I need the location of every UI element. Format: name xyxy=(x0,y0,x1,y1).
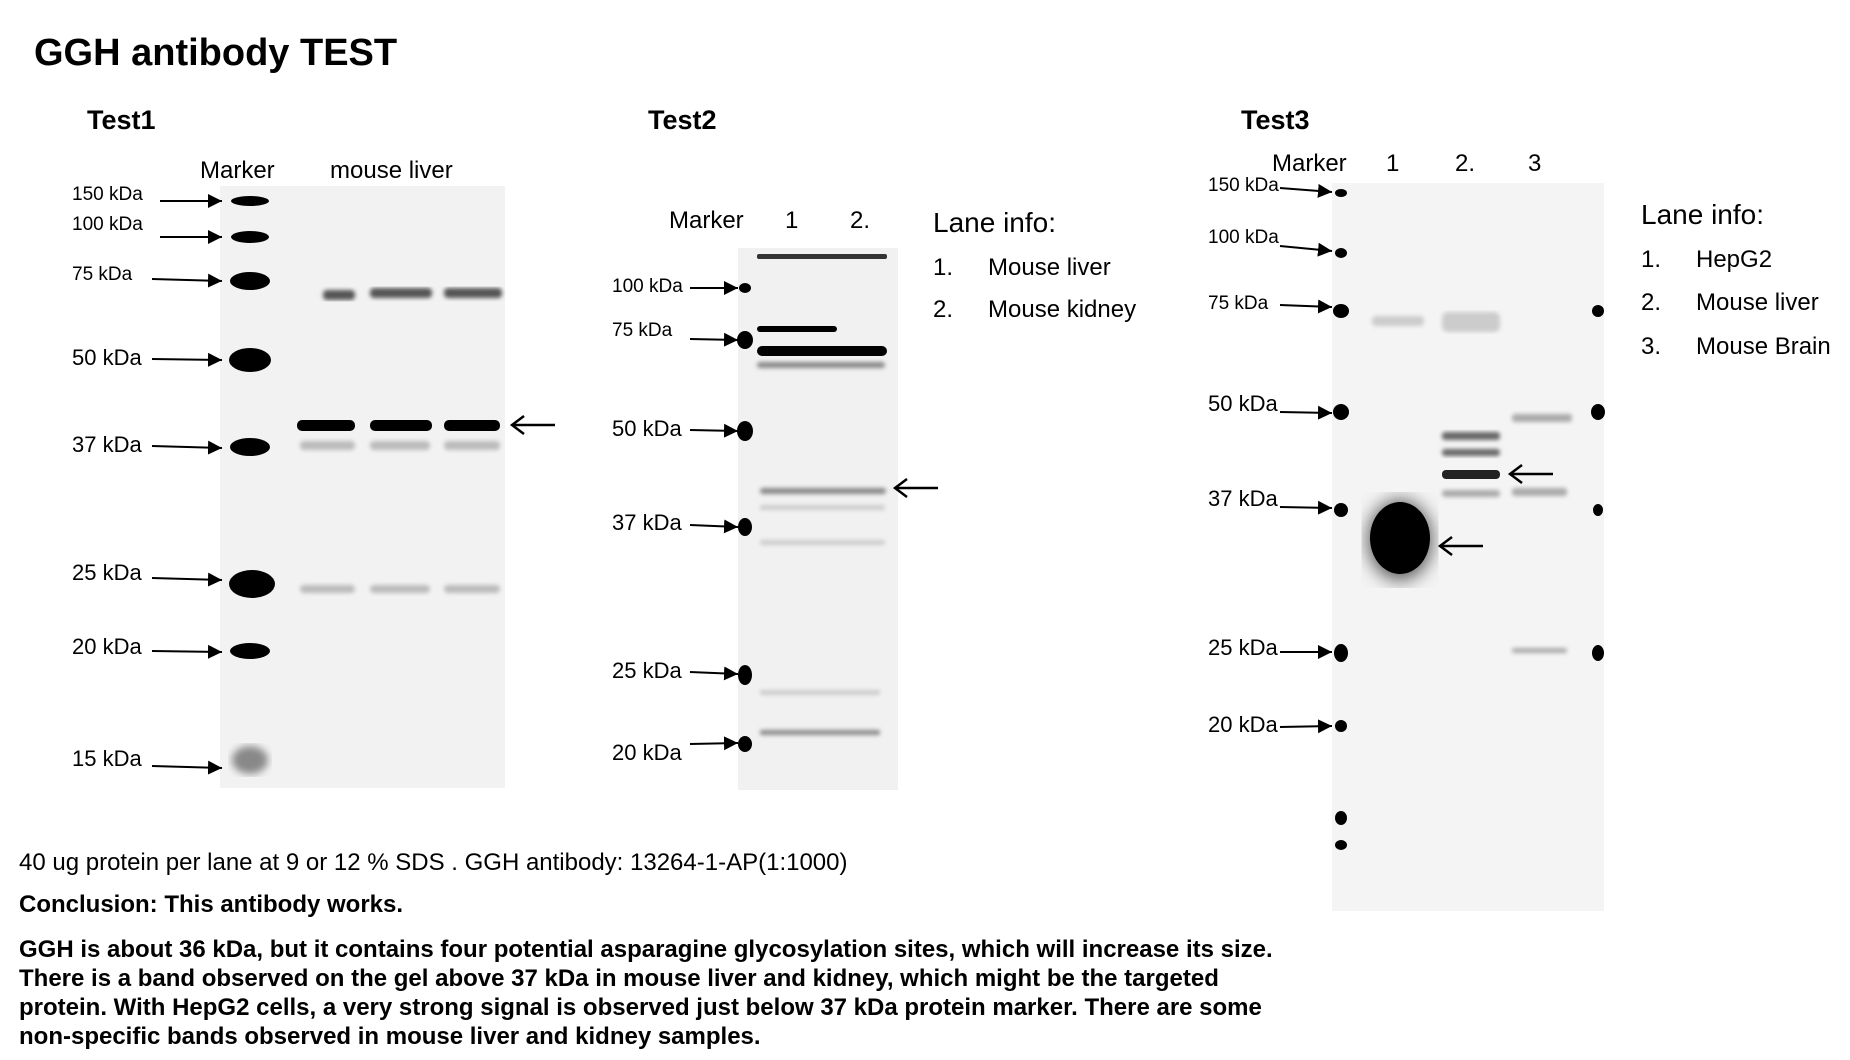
lane-info-label: Mouse liver xyxy=(1696,289,1819,316)
lane-info-label: Mouse Brain xyxy=(1696,333,1831,360)
test1-marker-label: 75 kDa xyxy=(72,264,133,285)
test2-lane-marker: Marker xyxy=(669,207,744,234)
test2-lane-2: 2. xyxy=(850,207,871,234)
test1-marker-label: 100 kDa xyxy=(72,214,143,235)
test2-blot-image xyxy=(680,240,950,800)
lane-info-number: 1. xyxy=(933,254,954,281)
lane-info-label: Mouse kidney xyxy=(988,296,1137,323)
test3-marker-label: 50 kDa xyxy=(1208,391,1278,416)
test3-lane-info-item xyxy=(1641,333,1831,361)
test3-lane-3: 3 xyxy=(1528,150,1542,177)
test3-marker-label: 100 kDa xyxy=(1208,227,1279,248)
test1-blot-image xyxy=(150,180,570,800)
test1-marker-label: 150 kDa xyxy=(72,184,143,205)
test2-marker-label: 25 kDa xyxy=(612,658,682,683)
test3-marker-label: 20 kDa xyxy=(1208,712,1278,737)
discussion-text: GGH is about 36 kDa, but it contains four potential asparagine glycosylation sites, which will increase its size. There is a band observed on the gel above 37 kDa in mouse liver and kidney, which might be the targeted protein. With HepG2 cells, a very strong signal is observed just below 37 kDa protein marker. There are some non-specific bands observed in mouse liver and kidney samples. xyxy=(19,936,1273,1050)
lane-info-label: Mouse liver xyxy=(988,254,1111,281)
lane-info-number: 1. xyxy=(1641,246,1662,273)
lane-info-number: 2. xyxy=(933,296,954,323)
test1-marker-label: 37 kDa xyxy=(72,432,142,457)
test2-lane-info-item xyxy=(933,296,1136,324)
test3-marker-label: 25 kDa xyxy=(1208,635,1278,660)
test3-blot-image xyxy=(1270,180,1620,920)
test2-lane-info-heading: Lane info: xyxy=(933,207,1056,238)
test3-lane-1: 1 xyxy=(1386,150,1400,177)
test3-marker-label: 37 kDa xyxy=(1208,486,1278,511)
test1-lane-marker: Marker xyxy=(200,157,275,184)
test3-lane-info-heading: Lane info: xyxy=(1641,199,1764,230)
test2-title: Test2 xyxy=(648,105,717,135)
test2-lane-1: 1 xyxy=(785,207,799,234)
test1-marker-label: 15 kDa xyxy=(72,746,142,771)
test3-lane-info-item xyxy=(1641,289,1819,317)
lane-info-label: HepG2 xyxy=(1696,246,1773,273)
conclusion-text: Conclusion: This antibody works. xyxy=(19,891,404,918)
test2-marker-label: 75 kDa xyxy=(612,320,673,341)
lane-info-number: 3. xyxy=(1641,333,1662,360)
test1-title: Test1 xyxy=(87,105,156,135)
test1-marker-label: 25 kDa xyxy=(72,560,142,585)
lane-info-number: 2. xyxy=(1641,289,1662,316)
test1-marker-label: 50 kDa xyxy=(72,345,142,370)
test2-marker-label: 20 kDa xyxy=(612,740,682,765)
test3-title: Test3 xyxy=(1241,105,1310,135)
test1-lane-mouse-liver: mouse liver xyxy=(330,157,453,184)
test2-marker-label: 100 kDa xyxy=(612,276,683,297)
page-title: GGH antibody TEST xyxy=(34,32,398,74)
test3-lane-info-item xyxy=(1641,246,1772,274)
test2-marker-label: 50 kDa xyxy=(612,416,682,441)
test3-lane-2: 2. xyxy=(1455,150,1476,177)
test1-marker-label: 20 kDa xyxy=(72,634,142,659)
test2-lane-info-item xyxy=(933,254,1111,282)
test3-lane-marker: Marker xyxy=(1272,150,1347,177)
protocol-text: 40 ug protein per lane at 9 or 12 % SDS . GGH antibody: 13264-1-AP(1:1000) xyxy=(19,849,848,876)
test2-marker-label: 37 kDa xyxy=(612,510,682,535)
test3-marker-label: 150 kDa xyxy=(1208,175,1279,196)
test3-marker-label: 75 kDa xyxy=(1208,293,1269,314)
